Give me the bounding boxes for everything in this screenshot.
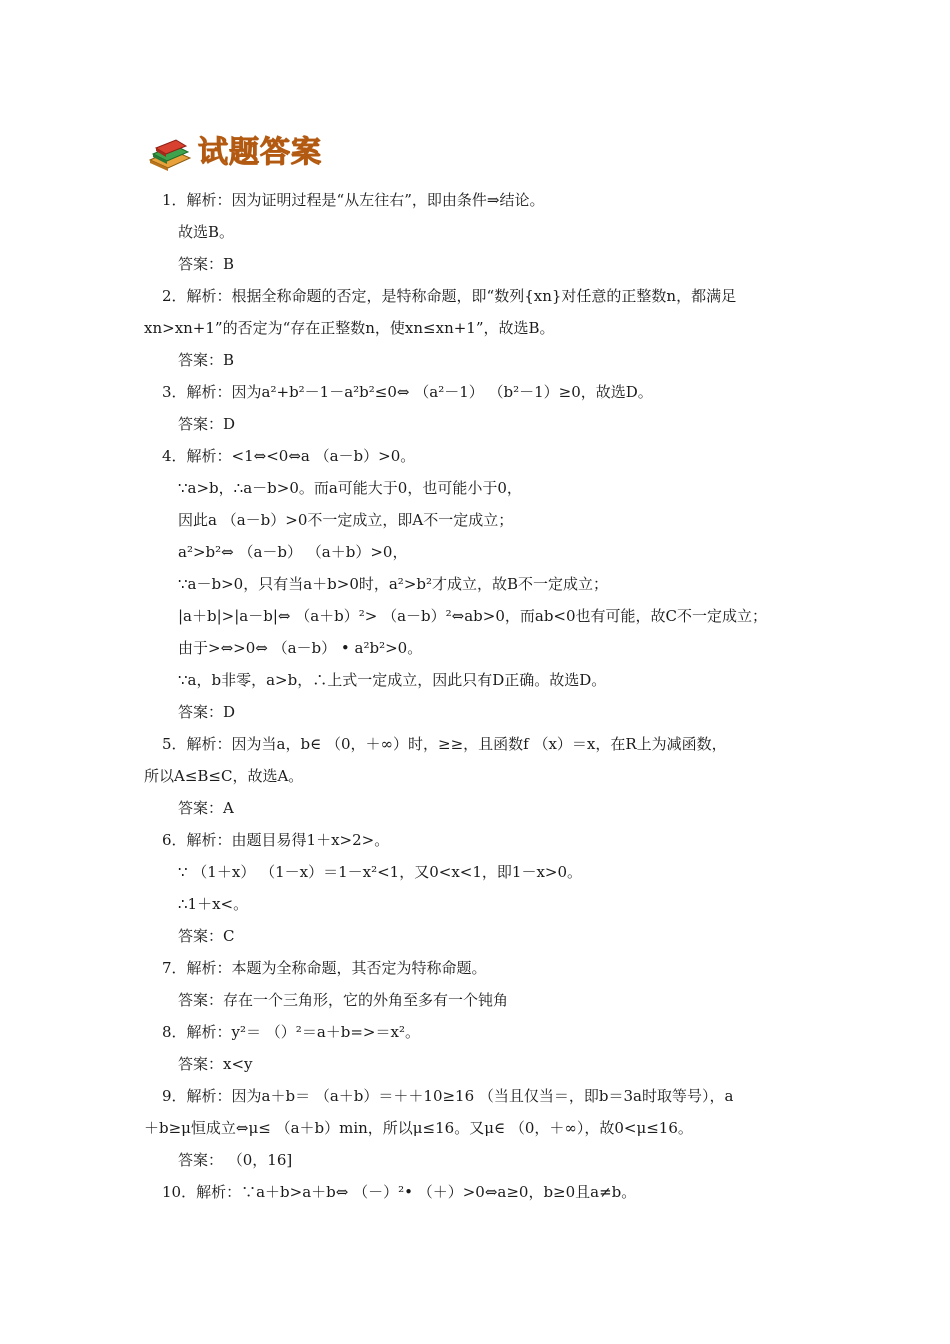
answer-line-12: a²>b²⇔ （a－b） （a＋b）>0，: [178, 543, 408, 561]
answer-line-32: 10．解析：∵a＋b>a＋b⇔ （－）²• （＋）>0⇔a≥0，b≥0且a≠b。: [162, 1183, 637, 1201]
answer-line-10: ∵a>b，∴a－b>0。而a可能大于0，也可能小于0，: [178, 479, 522, 497]
answer-line-7: 3．解析：因为a²+b²－1－a²b²≤0⇔ （a²－1） （b²－1）≥0，故选D。: [162, 383, 653, 401]
answer-line-26: 答案：存在一个三角形，它的外角至多有一个钝角: [178, 991, 509, 1009]
answer-line-30: ＋b≥μ恒成立⇔μ≤ （a＋b）min，所以μ≤16。又μ∈ （0，＋∞），故0<μ≤16。: [144, 1119, 693, 1137]
answer-line-20: 答案：A: [178, 799, 234, 817]
answer-line-29: 9．解析：因为a＋b＝ （a＋b）＝＋＋10≥16 （当且仅当＝，即b＝3a时取等号），a: [162, 1087, 734, 1105]
answer-line-13: ∵a－b>0，只有当a＋b>0时，a²>b²才成立，故B不一定成立；: [178, 575, 609, 593]
answer-line-21: 6．解析：由题目易得1＋x>2>。: [162, 831, 390, 849]
answer-line-5: xn>xn+1”的否定为“存在正整数n，使xn≤xn+1”，故选B。: [144, 319, 555, 337]
answer-line-27: 8．解析：y²＝ （）²＝a＋b=>＝x²。: [162, 1023, 420, 1041]
answer-line-3: 答案：B: [178, 255, 235, 273]
answer-line-31: 答案： （0，16]: [178, 1151, 293, 1169]
answer-line-24: 答案：C: [178, 927, 235, 945]
section-header: [148, 132, 338, 176]
answer-line-14: |a＋b|>|a－b|⇔ （a＋b）²> （a－b）²⇔ab>0，而ab<0也有可能，故C不一定成立；: [178, 607, 768, 625]
answer-line-2: 故选B。: [178, 223, 235, 241]
answer-line-28: 答案：x<y: [178, 1055, 253, 1073]
answer-line-8: 答案：D: [178, 415, 236, 433]
answer-line-1: 1．解析：因为证明过程是“从左往右”，即由条件⇒结论。: [162, 191, 545, 209]
section-title: 试题答案: [198, 135, 322, 170]
answer-line-11: 因此a （a－b）>0不一定成立，即A不一定成立；: [178, 511, 514, 529]
answer-line-17: 答案：D: [178, 703, 236, 721]
answer-line-16: ∵a，b非零，a>b，∴上式一定成立，因此只有D正确。故选D。: [178, 671, 607, 689]
answer-line-23: ∴1＋x<。: [178, 895, 249, 913]
answer-line-19: 所以A≤B≤C，故选A。: [144, 767, 304, 785]
stacked-books-icon: [148, 136, 192, 172]
answer-line-9: 4．解析：<1⇔<0⇔a （a－b）>0。: [162, 447, 416, 465]
answer-line-15: 由于>⇔>0⇔ （a－b） • a²b²>0。: [178, 639, 423, 657]
answer-line-22: ∵ （1＋x） （1－x）＝1－x²<1，又0<x<1，即1－x>0。: [178, 863, 583, 881]
answer-line-6: 答案：B: [178, 351, 235, 369]
answer-line-4: 2．解析：根据全称命题的否定，是特称命题，即“数列{xn}对任意的正整数n，都满足: [162, 287, 737, 305]
answer-line-25: 7．解析：本题为全称命题，其否定为特称命题。: [162, 959, 487, 977]
answer-line-18: 5．解析：因为当a，b∈ （0，＋∞）时，≥≥，且函数f （x）＝x，在R上为减函数，: [162, 735, 727, 753]
